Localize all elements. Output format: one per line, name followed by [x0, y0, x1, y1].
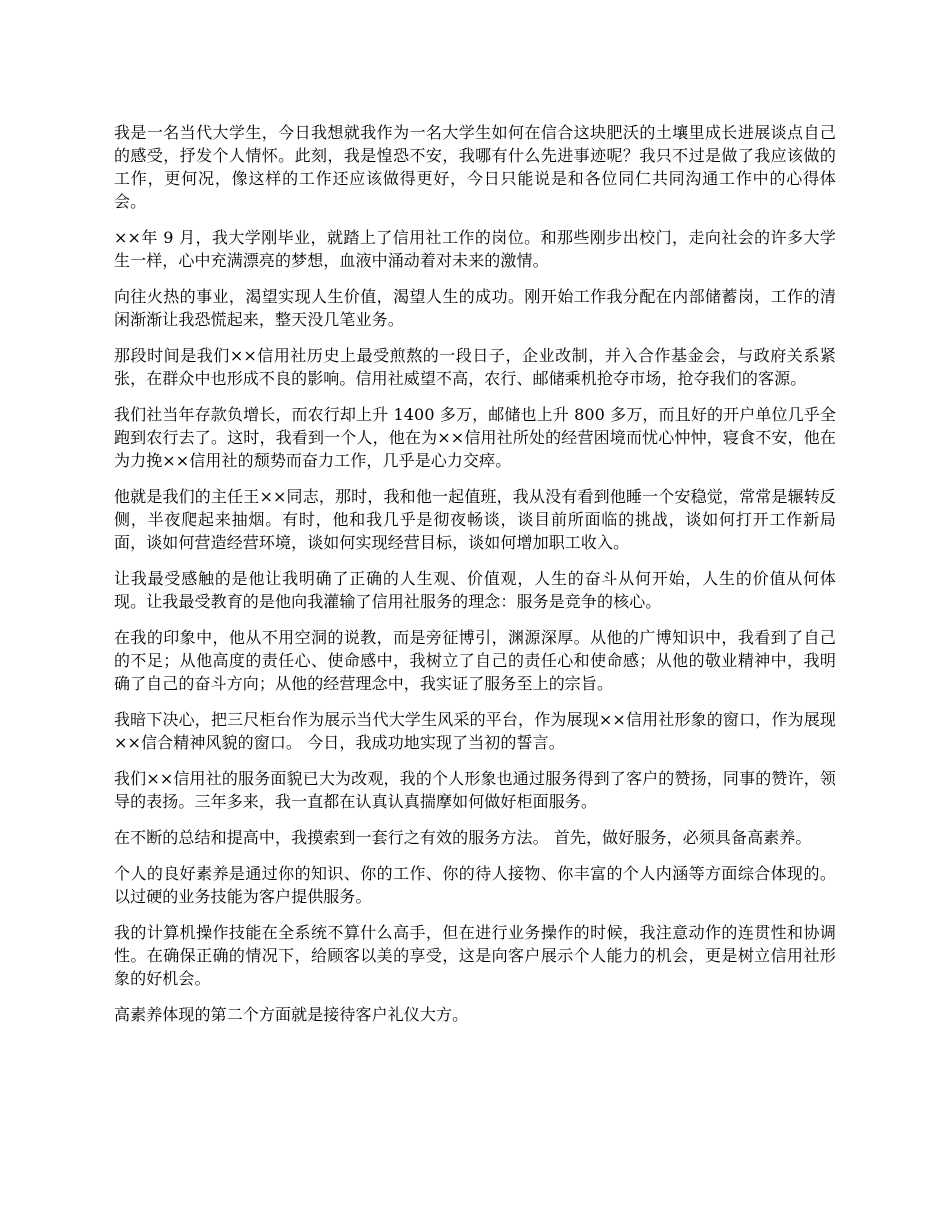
paragraph-1: 我是一名当代大学生，今日我想就我作为一名大学生如何在信合这块肥沃的土壤里成长进展谈点自己的感受，抒发个人情怀。此刻，我是惶恐不安，我哪有什么先进事迹呢？我只不过是做了我应该做的工作，更何况，像这样的工作还应该做得更好，今日只能说是和各位同仁共同沟通工作中的心得体会。	[114, 123, 836, 211]
paragraph-10: 我们××信用社的服务面貌已大为改观，我的个人形象也通过服务得到了客户的赞扬，同事的赞许，领导的表扬。三年多来，我一直都在认真认真揣摩如何做好柜面服务。	[114, 769, 836, 811]
paragraph-6: 他就是我们的主任王××同志，那时，我和他一起值班，我从没有看到他睡一个安稳觉，常常是辗转反侧，半夜爬起来抽烟。有时，他和我几乎是彻夜畅谈，谈目前所面临的挑战，谈如何打开工作新局面，谈如何营造经营环境，谈如何实现经营目标，谈如何增加职工收入。	[114, 487, 836, 552]
paragraph-9: 我暗下决心，把三尺柜台作为展示当代大学生风采的平台，作为展现××信用社形象的窗口，作为展现××信合精神风貌的窗口。 今日，我成功地实现了当初的誓言。	[114, 710, 836, 752]
paragraph-5: 我们社当年存款负增长，而农行却上升 1400 多万，邮储也上升 800 多万，而且好的开户单位几乎全跑到农行去了。这时，我看到一个人，他在为××信用社所处的经营困境而忧心忡忡，寝食不安，他在为力挽××信用社的颓势而奋力工作，几乎是心力交瘁。	[114, 405, 836, 470]
paragraph-7: 让我最受感触的是他让我明确了正确的人生观、价值观，人生的奋斗从何开始，人生的价值从何体现。让我最受教育的是他向我灌输了信用社服务的理念：服务是竞争的核心。	[114, 569, 836, 611]
paragraph-13: 我的计算机操作技能在全系统不算什么高手，但在进行业务操作的时候，我注意动作的连贯性和协调性。在确保正确的情况下，给顾客以美的享受，这是向客户展示个人能力的机会，更是树立信用社形象的好机会。	[114, 923, 836, 988]
document-body	[114, 121, 836, 1039]
paragraph-3: 向往火热的事业，渴望实现人生价值，渴望人生的成功。刚开始工作我分配在内部储蓄岗，工作的清闲渐渐让我恐慌起来，整天没几笔业务。	[114, 287, 836, 329]
paragraph-2: ××年 9 月，我大学刚毕业，就踏上了信用社工作的岗位。和那些刚步出校门，走向社会的许多大学生一样，心中充满漂亮的梦想，血液中涌动着对未来的激情。	[114, 228, 836, 270]
paragraph-11: 在不断的总结和提高中，我摸索到一套行之有效的服务方法。 首先，做好服务，必须具备高素养。	[114, 828, 812, 847]
paragraph-8: 在我的印象中，他从不用空洞的说教，而是旁征博引，渊源深厚。从他的广博知识中，我看到了自己的不足；从他高度的责任心、使命感中，我树立了自己的责任心和使命感；从他的敬业精神中，我明确了自己的奋斗方向；从他的经营理念中，我实证了服务至上的宗旨。	[114, 628, 836, 693]
paragraph-14: 高素养体现的第二个方面就是接待客户礼仪大方。	[114, 1005, 469, 1024]
paragraph-4: 那段时间是我们××信用社历史上最受煎熬的一段日子，企业改制，并入合作基金会，与政府关系紧张，在群众中也形成不良的影响。信用社威望不高，农行、邮储乘机抢夺市场，抢夺我们的客源。	[114, 346, 836, 388]
paragraph-12: 个人的良好素养是通过你的知识、你的工作、你的待人接物、你丰富的个人内涵等方面综合体现的。以过硬的业务技能为客户提供服务。	[114, 864, 836, 906]
